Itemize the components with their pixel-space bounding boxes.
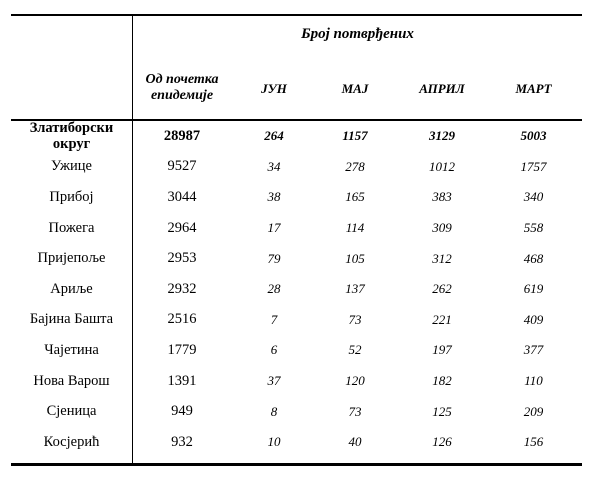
cell-april: 126 [432, 434, 452, 450]
cell-maj: 120 [345, 373, 365, 389]
cell-maj: 114 [345, 220, 365, 236]
table-row [11, 396, 582, 427]
cell-april: 262 [432, 281, 452, 297]
cell-total: 2953 [167, 250, 197, 267]
column-header-mart: МАРТ [515, 81, 552, 96]
table-row [11, 335, 582, 366]
table-row [11, 152, 582, 183]
table-row [11, 243, 582, 274]
cell-municipality: Чајетина [44, 341, 99, 358]
cell-maj: 165 [345, 189, 365, 205]
cell-april: 1012 [429, 158, 455, 174]
column-header-jun: ЈУН [261, 81, 287, 96]
cell-total: 2516 [167, 311, 197, 328]
column-header-april: АПРИЛ [419, 81, 465, 96]
table-row [11, 274, 582, 305]
cell-maj: 73 [348, 403, 362, 419]
cell-maj: 137 [345, 281, 365, 297]
cell-maj: 73 [348, 311, 362, 327]
cell-april: 3129 [429, 128, 455, 144]
cell-mart: 619 [523, 281, 544, 297]
cell-total: 949 [171, 403, 193, 420]
cell-municipality: Косјерић [43, 433, 100, 450]
cell-mart: 156 [523, 434, 544, 450]
cell-mart: 1757 [520, 158, 547, 174]
cell-total: 1391 [167, 372, 197, 389]
cell-jun: 264 [264, 128, 284, 144]
cell-municipality: Ужице [51, 158, 92, 175]
cell-municipality: Пожега [48, 219, 95, 236]
cell-maj: 52 [348, 342, 362, 358]
cell-total: 2964 [167, 219, 197, 236]
cell-municipality: Нова Варош [33, 372, 110, 389]
cell-mart: 558 [523, 220, 544, 236]
cell-april: 312 [432, 250, 452, 266]
cell-municipality: Сјеница [46, 403, 97, 420]
table-row [11, 427, 582, 458]
cell-april: 383 [432, 189, 452, 205]
table-bottom-rule [11, 463, 582, 466]
column-header-maj: МАЈ [341, 81, 369, 96]
column-header-total: Од почетка епидемије [145, 72, 219, 103]
cell-april: 125 [432, 403, 452, 419]
cell-municipality: Пријепоље [37, 250, 106, 267]
cell-mart: 340 [523, 189, 544, 205]
cell-april: 182 [432, 373, 452, 389]
cell-jun: 79 [267, 250, 281, 266]
cell-total: 2932 [167, 280, 197, 297]
cell-april: 197 [432, 342, 452, 358]
cell-april: 221 [432, 311, 452, 327]
table-row [11, 305, 582, 336]
table-row [11, 213, 582, 244]
cell-jun: 38 [267, 189, 281, 205]
cell-maj: 278 [345, 158, 365, 174]
cell-total: 1779 [167, 341, 197, 358]
cell-mart: 5003 [520, 128, 547, 144]
cell-mart: 377 [523, 342, 544, 358]
cell-mart: 110 [524, 373, 543, 389]
super-header: Број потврђених [301, 26, 414, 42]
cell-jun: 10 [267, 434, 281, 450]
table-row-total [11, 121, 582, 152]
data-table [11, 14, 582, 465]
cell-mart: 409 [523, 311, 544, 327]
cell-jun: 6 [270, 342, 278, 358]
cell-maj: 105 [345, 250, 365, 266]
cell-municipality: Бајина Башта [29, 311, 114, 328]
cell-jun: 17 [267, 220, 281, 236]
cell-jun: 37 [267, 373, 281, 389]
cell-april: 309 [432, 220, 452, 236]
cell-maj: 1157 [342, 128, 368, 144]
cell-total: 3044 [167, 188, 197, 205]
cell-total: 28987 [163, 127, 201, 144]
table-top-rule [11, 14, 582, 16]
cell-jun: 34 [267, 158, 281, 174]
cell-jun: 28 [267, 281, 281, 297]
table-row [11, 366, 582, 397]
cell-municipality: Прибој [49, 188, 94, 205]
table-row [11, 182, 582, 213]
cell-total: 932 [171, 433, 193, 450]
cell-jun: 8 [270, 403, 278, 419]
cell-maj: 40 [348, 434, 362, 450]
cell-total: 9527 [167, 158, 197, 175]
cell-mart: 468 [523, 250, 544, 266]
cell-municipality: Златиборски округ [29, 120, 114, 153]
cell-jun: 7 [270, 311, 278, 327]
cell-municipality: Ариље [50, 280, 93, 297]
cell-mart: 209 [523, 403, 544, 419]
